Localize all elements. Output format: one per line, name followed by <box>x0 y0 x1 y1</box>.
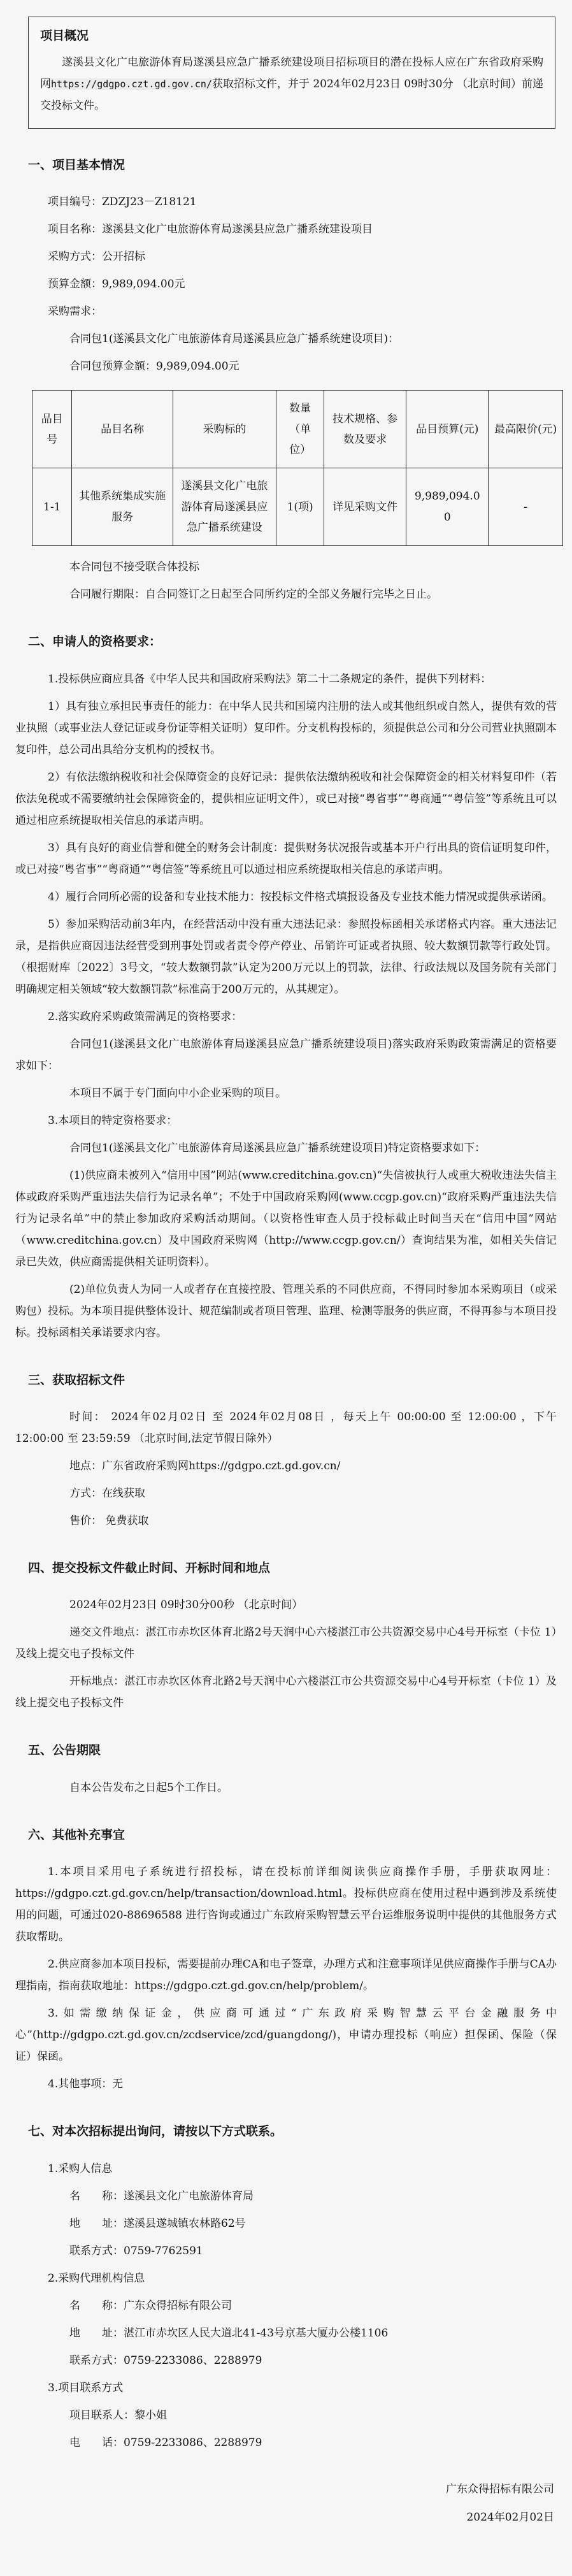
doc-price: 售价： 免费获取 <box>69 1514 149 1527</box>
agency-name: 名 称：广东众得招标有限公司 <box>69 2299 232 2312</box>
table-row <box>32 468 563 546</box>
paragraph: 本项目不属于专门面向中小企业采购的项目。 <box>69 1086 286 1100</box>
project-number: 项目编号：ZDZJ23－Z18121 <box>48 196 197 209</box>
deadline-datetime: 2024年02月23日 09时30分00秒 （北京时间） <box>69 1599 303 1612</box>
header-tech-spec: 技术规格、参数及要求 <box>324 391 406 468</box>
section-4-heading: 四、提交投标文件截止时间、开标时间和地点 <box>28 1560 271 1575</box>
project-contact-person: 项目联系人：黎小姐 <box>69 2408 167 2422</box>
purchaser-address: 地 址：遂溪县遂城镇农林路62号 <box>69 2217 246 2230</box>
header-quantity: 数量（单位） <box>276 391 324 468</box>
purchaser-name: 名 称：遂溪县文化广电旅游体育局 <box>69 2189 254 2203</box>
paragraph: 2）有依法缴纳税收和社会保障资金的良好记录：提供依法缴纳税收和社会保障资金的相关材料复印件（若依法免税或不需要缴纳社会保障资金的，提供相应证明文件），或已对接“粤省事”“粤商通”“粤信签”等系统且可以通过相应系统提取相关信息的承诺声明。 <box>15 770 557 827</box>
procurement-site-url: https://gdgpo.czt.gd.gov.cn/ <box>51 78 212 90</box>
paragraph: 1）具有独立承担民事责任的能力：在中华人民共和国境内注册的法人或其他组织或自然人，提供有效的营业执照（或事业法人登记证或身份证等相关证明）复印件。分支机构投标的，须提供总公司和分公司营业执照副本复印件，总公司出具给分支机构的授权书。 <box>15 700 557 756</box>
paragraph: 4.其他事项：无 <box>48 2078 124 2091</box>
cell-quantity: 1(项) <box>276 468 324 546</box>
purchaser-info-label: 1.采购人信息 <box>48 2162 113 2175</box>
cell-item-no: 1-1 <box>32 468 72 546</box>
project-name: 项目名称：遂溪县文化广电旅游体育局遂溪县应急广播系统建设项目 <box>48 223 373 236</box>
cell-procurement-target: 遂溪县文化广电旅游体育局遂溪县应急广播系统建设 <box>173 468 276 546</box>
project-contact-phone: 电 话：0759-2233086、2288979 <box>69 2436 262 2449</box>
purchaser-contact: 联系方式：0759-7762591 <box>69 2244 203 2257</box>
section-3-heading: 三、获取招标文件 <box>28 1372 125 1387</box>
agency-info-label: 2.采购代理机构信息 <box>48 2271 145 2285</box>
paragraph: (1)供应商未被列入“信用中国”网站(www.creditchina.gov.cn)“失信被执行人或重大税收违法失信主体或政府采购严重违法失信行为记录名单”；不处于中国政府采购网(www.ccgp.gov.cn)“政府采购严重违法失信行为记录名单”中的禁止参加政府采购活动期间。（以资格性审查人员于投标截止时间当天在“信用中国”网站（www.creditchina.gov.cn）及中国政府采购网（http://www.ccgp.gov.cn/）查询结果为准，如相关失信记录已失效，供应商需提供相关证明资料）。 <box>15 1169 557 1269</box>
contract-package-budget: 合同包预算金额：9,989,094.00元 <box>69 360 240 373</box>
header-max-price: 最高限价(元) <box>489 391 563 468</box>
paragraph: 3.如需缴纳保证金，供应商可通过“广东政府采购智慧云平台金融服务中心”(http://gdgpo.czt.gd.gov.cn/zcdservice/zcd/guangdong/)，申请办理投标（响应）担保函、保险（保证）保函。 <box>15 2007 557 2064</box>
header-item-name: 品目名称 <box>72 391 173 468</box>
overview-text <box>40 52 543 117</box>
footer-organization: 广东众得招标有限公司 <box>446 2482 554 2496</box>
budget-amount: 预算金额：9,989,094.00元 <box>48 278 185 291</box>
paragraph: 1.本项目采用电子系统进行招投标，请在投标前详细阅读供应商操作手册，手册获取网址：https://gdgpo.czt.gd.gov.cn/help/transaction/download.html。投标供应商在使用过程中遇到涉及系统使用的问题，可通过020-88696588 进行咨询或通过广东政府采购智慧云平台运维服务说明中提供的其他服务方式获取帮助。 <box>15 1866 557 1944</box>
section-5-heading: 五、公告期限 <box>28 1743 101 1758</box>
cell-tech-spec: 详见采购文件 <box>324 468 406 546</box>
paragraph: 5）参加采购活动前3年内，在经营活动中没有重大违法记录：参照投标函相关承诺格式内容。重大违法记录，是指供应商因违法经营受到刑事处罚或者责令停产停业、吊销许可证或者执照、较大数额罚款等行政处罚。（根据财库〔2022〕3号文，“较大数额罚款”认定为200万元以上的罚款，法律、行政法规以及国务院有关部门明确规定相关领域“较大数额罚款”标准高于200万元的，从其规定）。 <box>15 917 557 996</box>
table-header-row <box>32 391 563 468</box>
header-item-no: 品目号 <box>32 391 72 468</box>
doc-place: 地点：广东省政府采购网https://gdgpo.czt.gd.gov.cn/ <box>69 1459 341 1472</box>
procurement-method: 采购方式：公开招标 <box>48 250 145 264</box>
cell-max-price: - <box>489 468 563 546</box>
no-consortium-note: 本合同包不接受联合体投标 <box>69 561 199 574</box>
procurement-demand-label: 采购需求： <box>48 305 102 319</box>
paragraph: 2.落实政府采购政策需满足的资格要求： <box>48 1010 243 1023</box>
submission-place: 递交文件地点：湛江市赤坎区体育北路2号天润中心六楼湛江市公共资源交易中心4号开标室（卡位 1）及线上提交电子投标文件 <box>15 1626 557 1661</box>
agency-address: 地 址：湛江市赤坎区人民大道北41-43号京基大厦办公楼1106 <box>69 2326 389 2340</box>
announcement-period: 自本公告发布之日起5个工作日。 <box>69 1781 228 1794</box>
cell-item-name: 其他系统集成实施服务 <box>72 468 173 546</box>
section-7-heading: 七、对本次招标提出询问，请按以下方式联系。 <box>28 2124 283 2139</box>
paragraph: 3）具有良好的商业信誉和健全的财务会计制度：提供财务状况报告或基本开户行出具的资信证明复印件，或已对接“粤省事”“粤商通”“粤信签”等系统且可以通过相应系统提取相关信息的承诺声明。 <box>15 841 557 876</box>
bid-opening-place: 开标地点：湛江市赤坎区体育北路2号天润中心六楼湛江市公共资源交易中心4号开标室（卡位 1）及线上提交电子投标文件 <box>15 1675 557 1710</box>
items-table <box>32 390 563 546</box>
paragraph: 合同包1(遂溪县文化广电旅游体育局遂溪县应急广播系统建设项目)特定资格要求如下： <box>69 1141 486 1155</box>
paragraph: (2)单位负责人为同一人或者存在直接控股、管理关系的不同供应商，不得同时参加本采购项目（或采购包）投标。为本项目提供整体设计、规范编制或者项目管理、监理、检测等服务的供应商，不得再参与本项目投标。投标函相关承诺要求内容。 <box>15 1283 557 1339</box>
paragraph: 4）履行合同所必需的设备和专业技术能力：按投标文件格式填报设备及专业技术能力情况或提供承诺函。 <box>48 890 553 903</box>
doc-time: 时间： 2024年02月02日 至 2024年02月08日 ，每天上午 00:00:00 至 12:00:00 ，下午 12:00:00 至 23:59:59 （北京时间,法定节假日除外） <box>15 1410 557 1445</box>
header-item-budget: 品目预算(元) <box>406 391 489 468</box>
paragraph: 2.供应商参加本项目投标，需要提前办理CA和电子签章，办理方式和注意事项详见供应商操作手册与CA办理指南，指南获取地址：https://gdgpo.czt.gd.gov.cn/help/problem/。 <box>15 1958 557 1993</box>
cell-item-budget: 9,989,094.00 <box>406 468 489 546</box>
section-6-heading: 六、其他补充事宜 <box>28 1827 125 1842</box>
overview-text-before-url: 遂溪县文化广电旅游体育局遂溪县应急广播系统建设项目招标项目的潜在投标人应在广东省政府采购网 <box>40 56 543 90</box>
header-procurement-target: 采购标的 <box>173 391 276 468</box>
paragraph: 3.本项目的特定资格要求： <box>48 1114 178 1127</box>
section-1-heading: 一、项目基本情况 <box>28 158 125 172</box>
project-contact-label: 3.项目联系方式 <box>48 2381 124 2394</box>
contract-package-line: 合同包1(遂溪县文化广电旅游体育局遂溪县应急广播系统建设项目)： <box>69 333 399 346</box>
footer-signature <box>15 2475 557 2531</box>
overview-box <box>28 17 555 129</box>
doc-method: 方式：在线获取 <box>69 1486 145 1500</box>
overview-text-after-url: 获取招标文件，并于 2024年02月23日 09时30分 （北京时间）前递交投标文件。 <box>40 78 543 112</box>
overview-title: 项目概况 <box>40 29 89 43</box>
section-2-heading: 二、申请人的资格要求： <box>28 635 162 649</box>
paragraph: 合同包1(遂溪县文化广电旅游体育局遂溪县应急广播系统建设项目)落实政府采购政策需满足的资格要求如下： <box>15 1037 557 1072</box>
paragraph: 1.投标供应商应具备《中华人民共和国政府采购法》第二十二条规定的条件，提供下列材料： <box>48 672 492 686</box>
agency-contact: 联系方式：0759-2233086、2288979 <box>69 2354 262 2367</box>
footer-date: 2024年02月02日 <box>466 2510 554 2524</box>
contract-duration-note: 合同履行期限：自合同签订之日起至合同所约定的全部义务履行完毕之日止。 <box>69 588 438 601</box>
